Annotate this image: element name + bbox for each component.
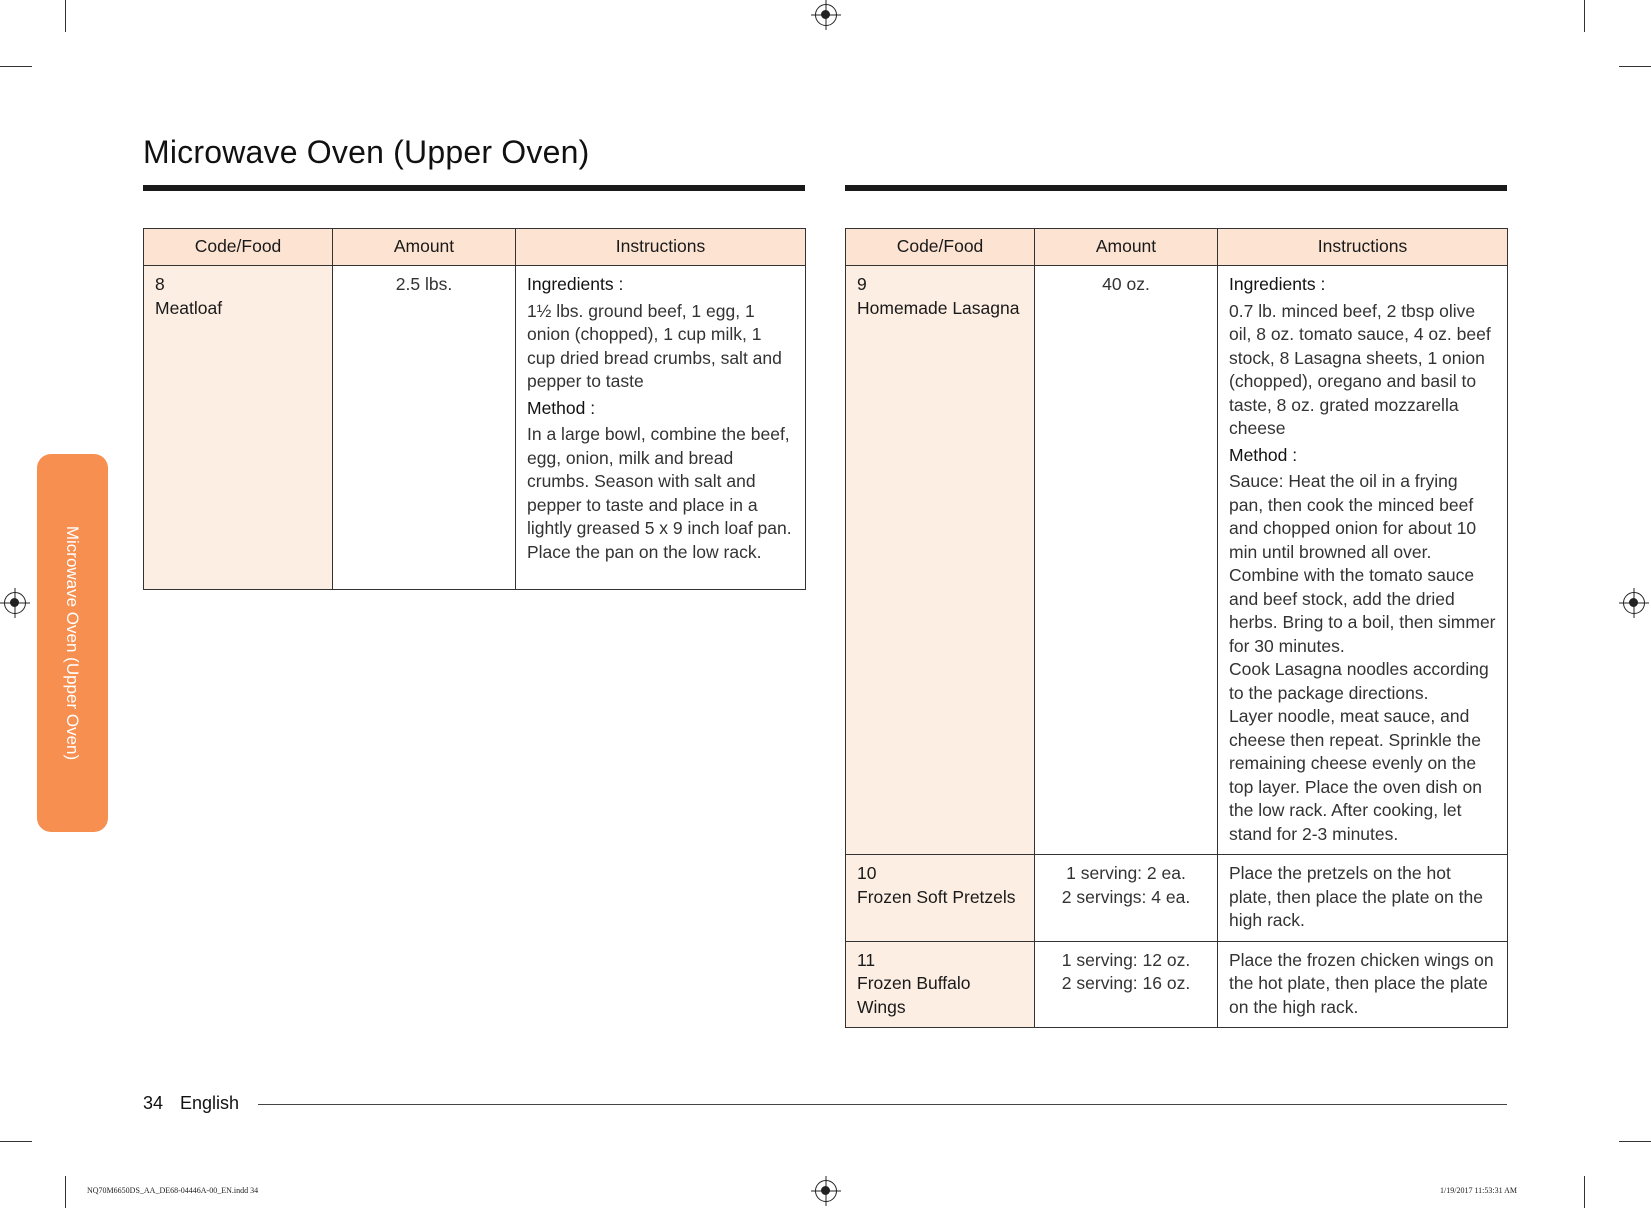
- amount-value: 1 serving: 2 ea.: [1066, 863, 1186, 883]
- food-code: 10: [857, 863, 877, 883]
- title-rule-left: [143, 185, 805, 191]
- food-code: 9: [857, 274, 867, 294]
- page-language: English: [180, 1093, 240, 1113]
- crop-mark: [1584, 1176, 1585, 1208]
- method-text: Sauce: Heat the oil in a frying pan, then cook the minced beef and chopped onion for about 10 min until browned all over. Combine with the tomato sauce and beef stock, add the dried herbs. Bring to a boil, then simmer for 30 minutes.: [1229, 471, 1496, 656]
- registration-mark-icon: [815, 4, 837, 26]
- ingredients-label: Ingredients :: [527, 274, 624, 294]
- column-header-amount: Amount: [1035, 229, 1218, 266]
- column-header-instructions: Instructions: [516, 229, 806, 266]
- amount-value: 2.5 lbs.: [395, 274, 453, 294]
- food-name: Frozen Buffalo Wings: [857, 973, 971, 1017]
- amount-cell: [1035, 266, 1218, 855]
- page-number: 34: [143, 1093, 164, 1113]
- instructions-text: Place the frozen chicken wings on the hot plate, then place the plate on the high rack.: [1229, 949, 1494, 1017]
- page-title: Microwave Oven (Upper Oven): [143, 134, 590, 170]
- table-header-row: [846, 229, 1508, 266]
- code-food-cell: [846, 941, 1035, 1028]
- ingredients-text: 0.7 lb. minced beef, 2 tbsp olive oil, 8 oz. tomato sauce, 4 oz. beef stock, 8 Lasagna sheets, 1 onion (chopped), oregano and basil to taste, 8 oz. grated mozzarella cheese: [1229, 300, 1491, 438]
- print-slug-file: NQ70M6650DS_AA_DE68-04446A-00_EN.indd 34: [87, 1186, 259, 1195]
- amount-value: 2 serving: 16 oz.: [1061, 973, 1191, 993]
- amount-value: 1 serving: 12 oz.: [1061, 949, 1191, 970]
- footer-rule: [258, 1104, 1507, 1105]
- recipe-table-right: [845, 228, 1508, 1028]
- method-text: Place the pan on the low rack.: [527, 541, 762, 562]
- method-label: Method :: [527, 397, 596, 418]
- food-name: Homemade Lasagna: [857, 297, 1020, 318]
- recipe-table-left: [143, 228, 806, 590]
- method-text: Cook Lasagna noodles according to the package directions.: [1229, 659, 1489, 703]
- crop-mark: [1584, 0, 1585, 32]
- crop-mark: [1619, 1141, 1651, 1142]
- instructions-cell: [516, 266, 806, 590]
- amount-cell: [333, 266, 516, 590]
- food-code: 11: [857, 949, 876, 970]
- crop-mark: [65, 1176, 66, 1208]
- column-header-code-food: Code/Food: [846, 229, 1035, 266]
- crop-mark: [65, 0, 66, 32]
- title-rule-right: [845, 185, 1507, 191]
- ingredients-text: 1½ lbs. ground beef, 1 egg, 1 onion (chopped), 1 cup milk, 1 cup dried bread crumbs, salt and pepper to taste: [527, 300, 782, 391]
- table-row: [846, 266, 1508, 855]
- column-header-instructions: Instructions: [1218, 229, 1508, 266]
- crop-mark: [1619, 66, 1651, 67]
- registration-mark-icon: [815, 1180, 837, 1202]
- registration-mark-icon: [1623, 592, 1645, 614]
- side-section-tab-label: Microwave Oven (Upper Oven): [63, 525, 82, 761]
- method-label: Method :: [1229, 444, 1298, 465]
- code-food-cell: [144, 266, 333, 590]
- instructions-text: Place the pretzels on the hot plate, then place the plate on the high rack.: [1229, 863, 1483, 930]
- method-text: In a large bowl, combine the beef, egg, onion, milk and bread crumbs. Season with salt and pepper to taste and place in a lightly greased 5 x 9 inch loaf pan.: [527, 424, 792, 538]
- code-food-cell: [846, 855, 1035, 942]
- instructions-cell: [1218, 855, 1508, 942]
- table-row: [846, 855, 1508, 942]
- table-row: [144, 266, 806, 590]
- table-row: [846, 941, 1508, 1028]
- method-text: Layer noodle, meat sauce, and cheese then repeat. Sprinkle the remaining cheese evenly on the top layer. Place the oven dish on the low rack. After cooking, let stand for 2-3 minutes.: [1229, 706, 1482, 844]
- code-food-cell: [846, 266, 1035, 855]
- table-header-row: [144, 229, 806, 266]
- food-name: Meatloaf: [155, 297, 223, 318]
- column-header-code-food: Code/Food: [144, 229, 333, 266]
- registration-mark-icon: [4, 592, 26, 614]
- instructions-cell: [1218, 941, 1508, 1028]
- amount-cell: [1035, 941, 1218, 1028]
- ingredients-label: Ingredients :: [1229, 274, 1326, 294]
- crop-mark: [0, 66, 32, 67]
- food-name: Frozen Soft Pretzels: [857, 886, 1016, 907]
- amount-cell: [1035, 855, 1218, 942]
- crop-mark: [0, 1141, 32, 1142]
- print-slug-date: 1/19/2017 11:53:31 AM: [1440, 1186, 1518, 1195]
- instructions-cell: [1218, 266, 1508, 855]
- amount-value: 2 servings: 4 ea.: [1061, 886, 1191, 907]
- food-code: 8: [155, 274, 165, 294]
- amount-value: 40 oz.: [1102, 274, 1150, 294]
- column-header-amount: Amount: [333, 229, 516, 266]
